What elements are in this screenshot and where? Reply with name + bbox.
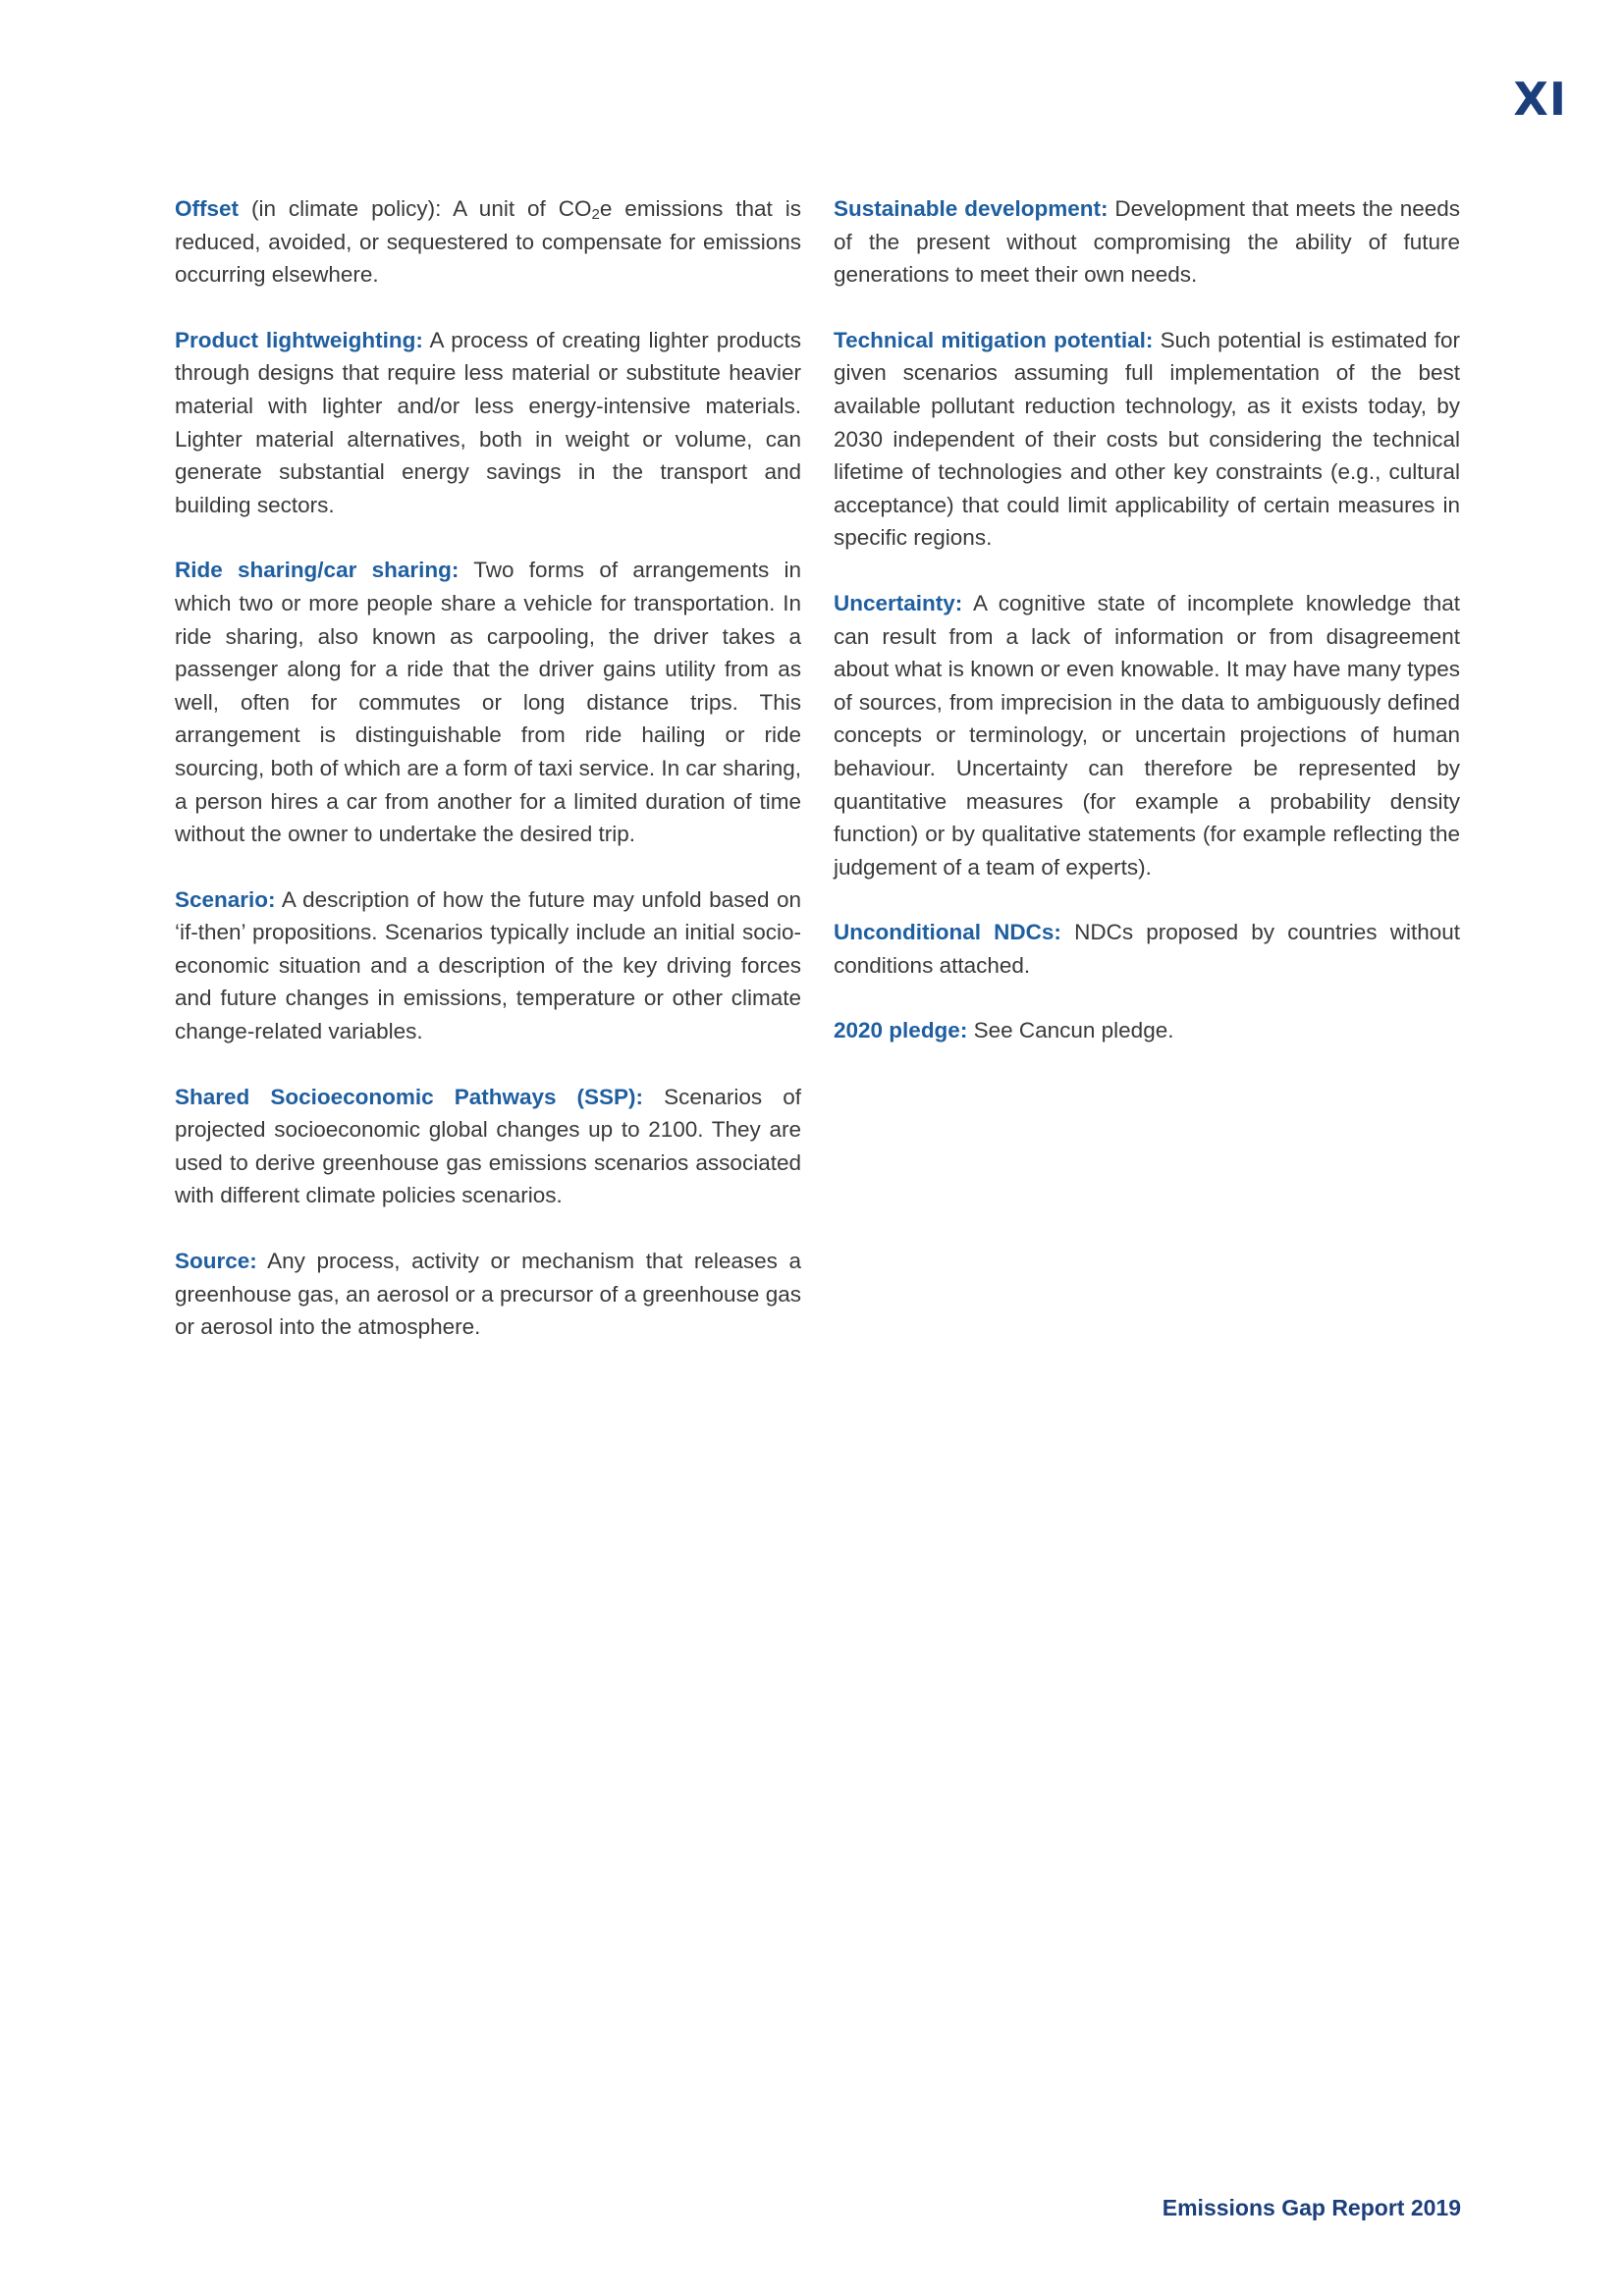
- glossary-entry-product-lightweighting: [175, 324, 801, 522]
- glossary-definition: e emissions that is reduced, avoided, or sequestered to compensate for emissions occurring elsewhere.: [175, 196, 802, 288]
- glossary-definition: Development that meets the needs of the present without compromising the ability of future generations to meet their own needs.: [834, 196, 1461, 288]
- glossary-definition: (in climate policy): A unit of CO: [239, 196, 592, 221]
- glossary-definition: NDCs proposed by countries without conditions attached.: [834, 920, 1460, 978]
- glossary-entry-unconditional-ndcs: [834, 916, 1460, 982]
- glossary-entry-scenario: [175, 883, 801, 1048]
- subscript: 2: [591, 206, 600, 223]
- glossary-term: Unconditional NDCs:: [834, 920, 1061, 945]
- glossary-entry-offset: [175, 192, 801, 292]
- glossary-term: Sustainable development:: [834, 196, 1109, 221]
- glossary-definition: See Cancun pledge.: [967, 1018, 1174, 1043]
- footer-report-title: Emissions Gap Report 2019: [1162, 2195, 1461, 2220]
- glossary-definition: Any process, activity or mechanism that releases a greenhouse gas, an aerosol or a precursor of a greenhouse gas or aerosol into the atmosphere.: [175, 1249, 801, 1340]
- page-number: XI: [1513, 73, 1567, 126]
- glossary-definition: A process of creating lighter products through designs that require less material or substitute heavier material with lighter and/or less energy-intensive materials. Lighter material alternatives, both in weight or volume, can generate substantial energy savings in the transport and building sectors.: [175, 327, 801, 517]
- glossary-entry-ride-sharing: [175, 554, 801, 850]
- glossary-definition: Scenarios of projected socioeconomic global changes up to 2100. They are used to derive greenhouse gas emissions scenarios associated with different climate policies scenarios.: [175, 1084, 802, 1208]
- glossary-entry-ssp: [175, 1081, 801, 1212]
- glossary-term: 2020 pledge:: [834, 1018, 968, 1043]
- glossary-entry-source: [175, 1245, 801, 1344]
- glossary-term: Technical mitigation potential:: [834, 327, 1154, 352]
- glossary-term: Scenario:: [175, 886, 276, 912]
- glossary-definition: A cognitive state of incomplete knowledge that can result from a lack of information or from disagreement about what is known or even knowable. It may have many types of sources, from imprecision in the data to ambiguously defined concepts or terminology, or uncertain projections of human behaviour. Uncertainty can therefore be represented by quantitative measures (for example a probability density function) or by qualitative statements (for example reflecting the judgement of a team of experts).: [834, 590, 1460, 880]
- glossary-entry-sustainable-development: [834, 192, 1460, 292]
- glossary-entry-2020-pledge: [834, 1014, 1460, 1047]
- glossary-term: Shared Socioeconomic Pathways (SSP):: [175, 1084, 644, 1109]
- glossary-right-column: [834, 192, 1460, 1080]
- glossary-definition: Such potential is estimated for given scenarios assuming full implementation of the best available pollutant reduction technology, as it exists today, by 2030 independent of their costs but considering the technical lifetime of technologies and other key constraints (e.g., cultural acceptance) that could limit applicability of certain measures in specific regions.: [834, 327, 1460, 551]
- glossary-entry-technical-mitigation-potential: [834, 324, 1460, 555]
- glossary-definition: Two forms of arrangements in which two or more people share a vehicle for transportation. In ride sharing, also known as carpooling, the driver takes a passenger along for a ride that the driver gains utility from as well, often for commutes or long distance trips. This arrangement is distinguishable from ride hailing or ride sourcing, both of which are a form of taxi service. In car sharing, a person hires a car from another for a limited duration of time without the owner to undertake the desired trip.: [175, 558, 802, 847]
- glossary-term: Source:: [175, 1249, 257, 1274]
- glossary-term: Product lightweighting:: [175, 327, 423, 352]
- glossary-term: Uncertainty:: [834, 590, 963, 615]
- glossary-term: Offset: [175, 196, 240, 221]
- glossary-definition: A description of how the future may unfold based on ‘if-then’ propositions. Scenarios typically include an initial socio-economic situation and a description of the key driving forces and future changes in emissions, temperature or other climate change-related variables.: [175, 886, 801, 1044]
- glossary-term: Ride sharing/car sharing:: [175, 558, 460, 583]
- glossary-entry-uncertainty: [834, 587, 1460, 883]
- glossary-left-column: [175, 192, 801, 1376]
